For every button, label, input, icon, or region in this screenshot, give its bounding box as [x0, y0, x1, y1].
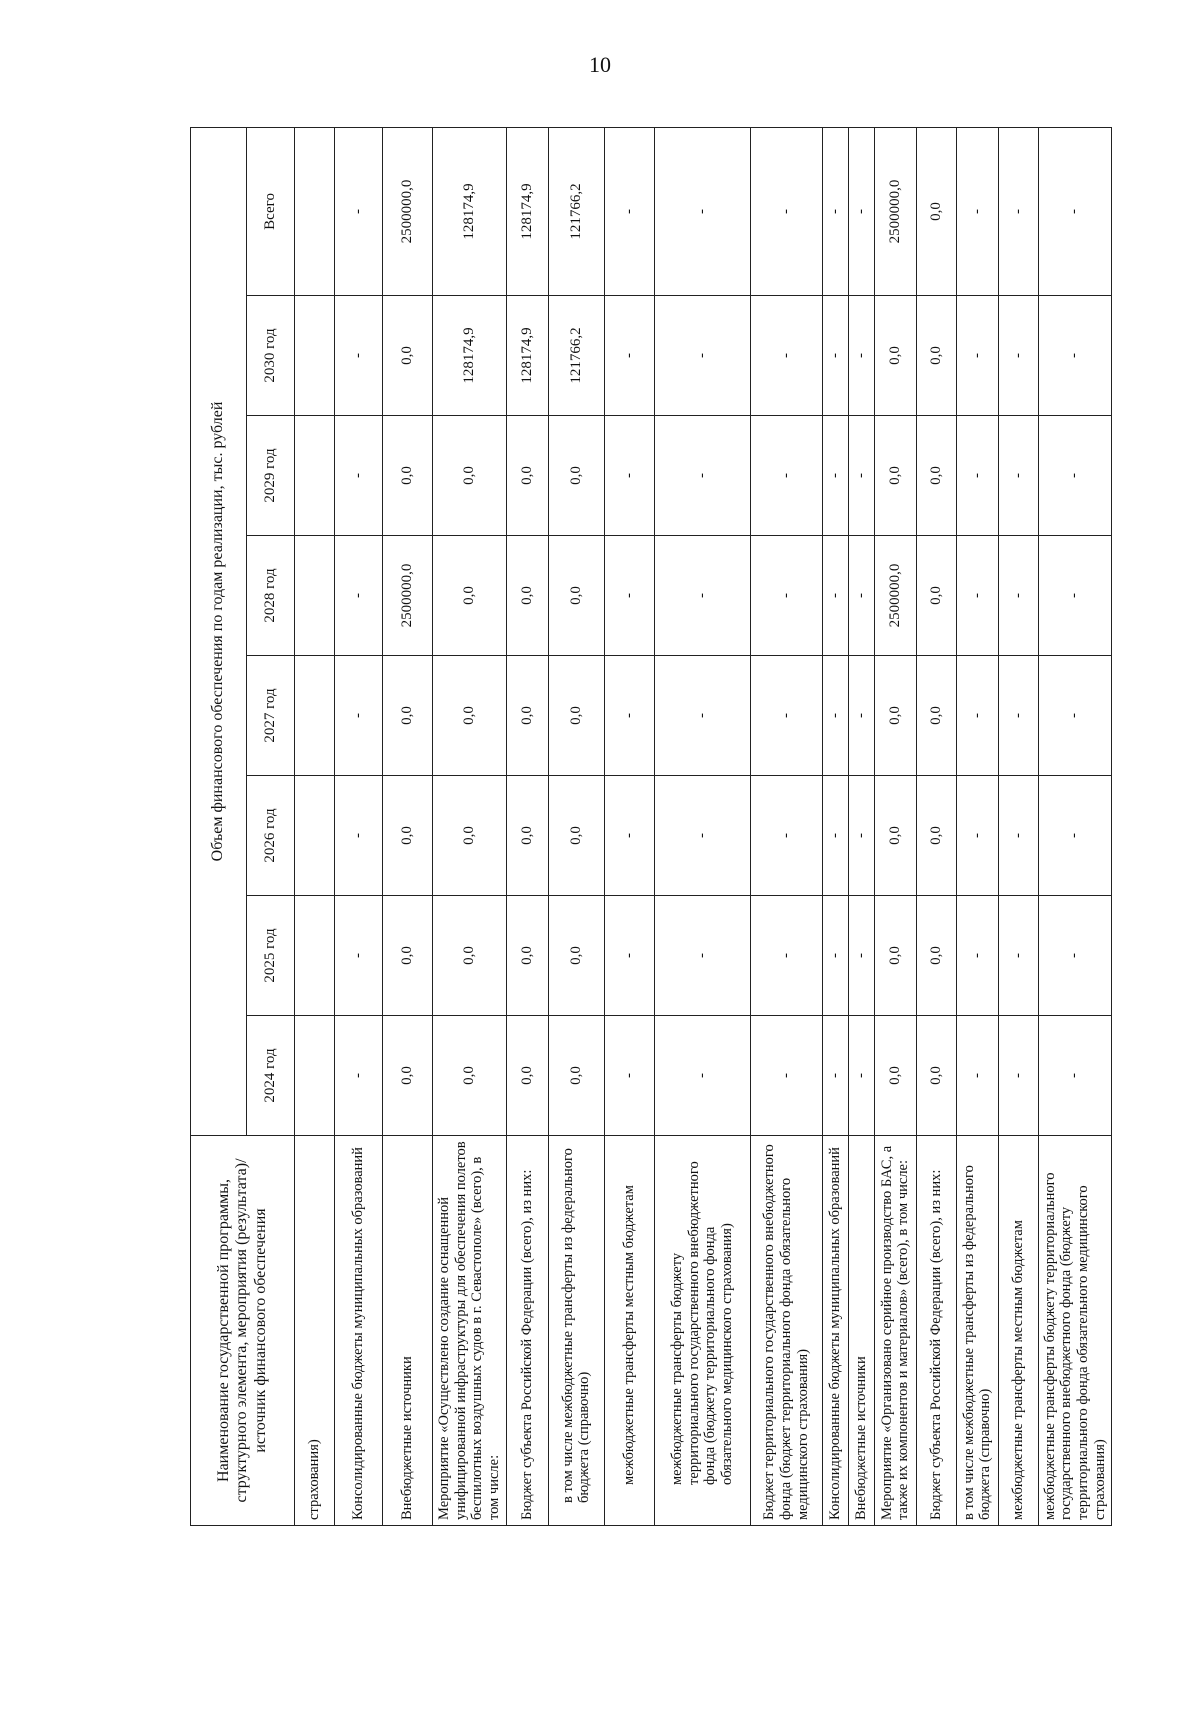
- row-name-cell: Бюджет субъекта Российской Федерации (всего), из них:: [916, 1136, 956, 1526]
- year-value-cell: -: [654, 656, 750, 776]
- total-value-cell: -: [654, 127, 750, 295]
- table-row: [916, 127, 956, 1525]
- year-value-cell: 0,0: [383, 776, 433, 896]
- year-value-cell: 0,0: [548, 416, 604, 536]
- year-value-cell: 0,0: [874, 656, 916, 776]
- year-value-cell: [295, 536, 335, 656]
- row-name-cell: межбюджетные трансферты местным бюджетам: [998, 1136, 1038, 1526]
- year-value-cell: -: [604, 776, 654, 896]
- row-name-cell: Консолидированные бюджеты муниципальных образований: [335, 1136, 383, 1526]
- year-value-cell: 0,0: [506, 776, 548, 896]
- year-value-cell: -: [848, 1016, 874, 1136]
- year-value-cell: -: [335, 656, 383, 776]
- total-value-cell: 0,0: [916, 127, 956, 295]
- year-value-cell: -: [604, 656, 654, 776]
- year-value-cell: -: [654, 416, 750, 536]
- year-value-cell: -: [654, 776, 750, 896]
- table-row: [998, 127, 1038, 1525]
- year-value-cell: 2500000,0: [383, 536, 433, 656]
- year-value-cell: -: [335, 1016, 383, 1136]
- year-value-cell: 0,0: [383, 656, 433, 776]
- total-value-cell: -: [956, 127, 998, 295]
- year-value-cell: 0,0: [506, 896, 548, 1016]
- year-value-cell: -: [604, 416, 654, 536]
- year-value-cell: -: [335, 536, 383, 656]
- year-value-cell: -: [335, 776, 383, 896]
- year-value-cell: 0,0: [433, 416, 507, 536]
- table-row: [956, 127, 998, 1525]
- year-value-cell: -: [1038, 776, 1112, 896]
- year-value-cell: 0,0: [548, 1016, 604, 1136]
- total-header: Всего: [247, 127, 295, 295]
- year-value-cell: -: [822, 1016, 848, 1136]
- year-value-cell: 0,0: [916, 776, 956, 896]
- year-value-cell: -: [848, 656, 874, 776]
- year-value-cell: 0,0: [874, 896, 916, 1016]
- year-value-cell: -: [848, 416, 874, 536]
- table-row: [874, 127, 916, 1525]
- year-value-cell: -: [848, 776, 874, 896]
- row-name-cell: Мероприятие «Организовано серийное производство БАС, а также их компонентов и материалов» (всего), в том числе:: [874, 1136, 916, 1526]
- year-value-cell: -: [604, 296, 654, 416]
- year-value-cell: -: [998, 1016, 1038, 1136]
- table-row: [1038, 127, 1112, 1525]
- year-value-cell: -: [750, 776, 822, 896]
- volume-column-header: Объем финансового обеспечения по годам реализации, тыс. рублей: [191, 127, 247, 1135]
- year-value-cell: 0,0: [506, 416, 548, 536]
- year-value-cell: 0,0: [916, 1016, 956, 1136]
- total-value-cell: -: [822, 127, 848, 295]
- year-value-cell: -: [998, 896, 1038, 1016]
- table-row: [295, 127, 335, 1525]
- total-value-cell: -: [335, 127, 383, 295]
- row-name-cell: в том числе межбюджетные трансферты из федерального бюджета (справочно): [548, 1136, 604, 1526]
- year-value-cell: 0,0: [383, 896, 433, 1016]
- row-name-cell: страхования): [295, 1136, 335, 1526]
- total-value-cell: 2500000,0: [874, 127, 916, 295]
- year-value-cell: 0,0: [383, 416, 433, 536]
- year-header-2025: 2025 год: [247, 896, 295, 1016]
- year-header-2028: 2028 год: [247, 536, 295, 656]
- row-name-cell: Бюджет субъекта Российской Федерации (всего), из них:: [506, 1136, 548, 1526]
- year-value-cell: 128174,9: [506, 296, 548, 416]
- year-value-cell: 0,0: [548, 896, 604, 1016]
- row-name-cell: в том числе межбюджетные трансферты из федерального бюджета (справочно): [956, 1136, 998, 1526]
- year-value-cell: 0,0: [916, 536, 956, 656]
- total-value-cell: -: [1038, 127, 1112, 295]
- year-value-cell: 0,0: [433, 776, 507, 896]
- year-value-cell: 0,0: [874, 296, 916, 416]
- row-name-cell: Внебюджетные источники: [383, 1136, 433, 1526]
- year-value-cell: 0,0: [506, 656, 548, 776]
- year-value-cell: -: [956, 536, 998, 656]
- year-value-cell: 0,0: [548, 776, 604, 896]
- year-value-cell: [295, 1016, 335, 1136]
- year-value-cell: -: [1038, 416, 1112, 536]
- year-value-cell: -: [956, 896, 998, 1016]
- table-row: [383, 127, 433, 1525]
- year-value-cell: -: [1038, 1016, 1112, 1136]
- year-value-cell: 128174,9: [433, 296, 507, 416]
- row-name-cell: Бюджет территориального государственного внебюджетного фонда (бюджет территориального фонда обязательного медицинского страхования): [750, 1136, 822, 1526]
- table-body: [295, 127, 1112, 1525]
- year-value-cell: 0,0: [433, 1016, 507, 1136]
- year-value-cell: -: [1038, 656, 1112, 776]
- year-value-cell: 0,0: [874, 776, 916, 896]
- year-value-cell: 0,0: [548, 536, 604, 656]
- year-value-cell: -: [750, 896, 822, 1016]
- year-value-cell: -: [956, 416, 998, 536]
- table-row: [848, 127, 874, 1525]
- total-value-cell: -: [998, 127, 1038, 295]
- year-value-cell: -: [604, 896, 654, 1016]
- year-value-cell: -: [998, 656, 1038, 776]
- year-value-cell: 0,0: [916, 656, 956, 776]
- table-row: [506, 127, 548, 1525]
- year-value-cell: -: [654, 1016, 750, 1136]
- table-row: [822, 127, 848, 1525]
- year-value-cell: -: [604, 536, 654, 656]
- total-value-cell: 121766,2: [548, 127, 604, 295]
- year-value-cell: -: [654, 536, 750, 656]
- year-value-cell: -: [822, 536, 848, 656]
- financing-table: [190, 127, 1112, 1526]
- year-value-cell: -: [822, 656, 848, 776]
- year-value-cell: 0,0: [548, 656, 604, 776]
- year-value-cell: -: [956, 656, 998, 776]
- year-value-cell: 0,0: [433, 656, 507, 776]
- name-column-header: Наименование государственной программы, структурного элемента, мероприятия (результата)/источник финансового обеспечения: [191, 1136, 295, 1526]
- year-value-cell: 0,0: [874, 416, 916, 536]
- year-value-cell: 0,0: [506, 1016, 548, 1136]
- year-value-cell: 0,0: [916, 416, 956, 536]
- row-name-cell: Консолидированные бюджеты муниципальных образований: [822, 1136, 848, 1526]
- year-value-cell: -: [750, 1016, 822, 1136]
- year-value-cell: -: [998, 536, 1038, 656]
- row-name-cell: межбюджетные трансферты бюджету территориального государственного внебюджетного фонда (бюджету территориального фонда обязательного медицинского страхования): [654, 1136, 750, 1526]
- year-header-2026: 2026 год: [247, 776, 295, 896]
- year-value-cell: 0,0: [874, 1016, 916, 1136]
- year-value-cell: -: [750, 656, 822, 776]
- table-row: [654, 127, 750, 1525]
- year-value-cell: -: [654, 896, 750, 1016]
- year-value-cell: -: [956, 776, 998, 896]
- year-value-cell: 0,0: [383, 296, 433, 416]
- year-value-cell: -: [1038, 536, 1112, 656]
- year-value-cell: -: [335, 896, 383, 1016]
- year-header-2030: 2030 год: [247, 296, 295, 416]
- year-value-cell: 0,0: [916, 896, 956, 1016]
- year-value-cell: -: [1038, 896, 1112, 1016]
- year-value-cell: -: [1038, 296, 1112, 416]
- year-value-cell: -: [998, 296, 1038, 416]
- year-header-2029: 2029 год: [247, 416, 295, 536]
- year-value-cell: -: [750, 416, 822, 536]
- year-value-cell: -: [750, 296, 822, 416]
- year-value-cell: -: [848, 536, 874, 656]
- table-row: [604, 127, 654, 1525]
- year-value-cell: 0,0: [383, 1016, 433, 1136]
- total-value-cell: 128174,9: [433, 127, 507, 295]
- year-value-cell: -: [750, 536, 822, 656]
- table-row: [750, 127, 822, 1525]
- year-value-cell: -: [848, 296, 874, 416]
- year-value-cell: 2500000,0: [874, 536, 916, 656]
- year-value-cell: -: [335, 416, 383, 536]
- row-name-cell: межбюджетные трансферты бюджету территориального государственного внебюджетного фонда (бюджету территориального фонда обязательного медицинского страхования): [1038, 1136, 1112, 1526]
- year-value-cell: 0,0: [433, 896, 507, 1016]
- table-row: [433, 127, 507, 1525]
- year-value-cell: -: [822, 416, 848, 536]
- year-value-cell: [295, 776, 335, 896]
- year-value-cell: 0,0: [433, 536, 507, 656]
- year-header-2027: 2027 год: [247, 656, 295, 776]
- total-value-cell: -: [848, 127, 874, 295]
- table-row: [548, 127, 604, 1525]
- year-value-cell: [295, 296, 335, 416]
- year-value-cell: -: [822, 896, 848, 1016]
- year-value-cell: [295, 896, 335, 1016]
- year-value-cell: -: [848, 896, 874, 1016]
- total-value-cell: [295, 127, 335, 295]
- row-name-cell: Мероприятие «Осуществлено создание оснащенной унифицированной инфраструктуры для обеспечения полетов беспилотных воздушных судов в г. Севастополе» (всего), в том числе:: [433, 1136, 507, 1526]
- year-value-cell: -: [956, 296, 998, 416]
- year-value-cell: -: [822, 776, 848, 896]
- year-value-cell: -: [335, 296, 383, 416]
- total-value-cell: -: [604, 127, 654, 295]
- year-value-cell: 121766,2: [548, 296, 604, 416]
- page-number: 10: [589, 52, 611, 77]
- year-header-2024: 2024 год: [247, 1016, 295, 1136]
- year-value-cell: 0,0: [916, 296, 956, 416]
- year-value-cell: -: [998, 416, 1038, 536]
- year-value-cell: -: [604, 1016, 654, 1136]
- row-name-cell: Внебюджетные источники: [848, 1136, 874, 1526]
- year-value-cell: -: [956, 1016, 998, 1136]
- year-value-cell: -: [822, 296, 848, 416]
- year-value-cell: [295, 656, 335, 776]
- total-value-cell: -: [750, 127, 822, 295]
- rotated-table-container: [190, 128, 1192, 1526]
- year-value-cell: -: [998, 776, 1038, 896]
- row-name-cell: межбюджетные трансферты местным бюджетам: [604, 1136, 654, 1526]
- table-row: [335, 127, 383, 1525]
- total-value-cell: 2500000,0: [383, 127, 433, 295]
- year-value-cell: -: [654, 296, 750, 416]
- total-value-cell: 128174,9: [506, 127, 548, 295]
- year-value-cell: 0,0: [506, 536, 548, 656]
- year-value-cell: [295, 416, 335, 536]
